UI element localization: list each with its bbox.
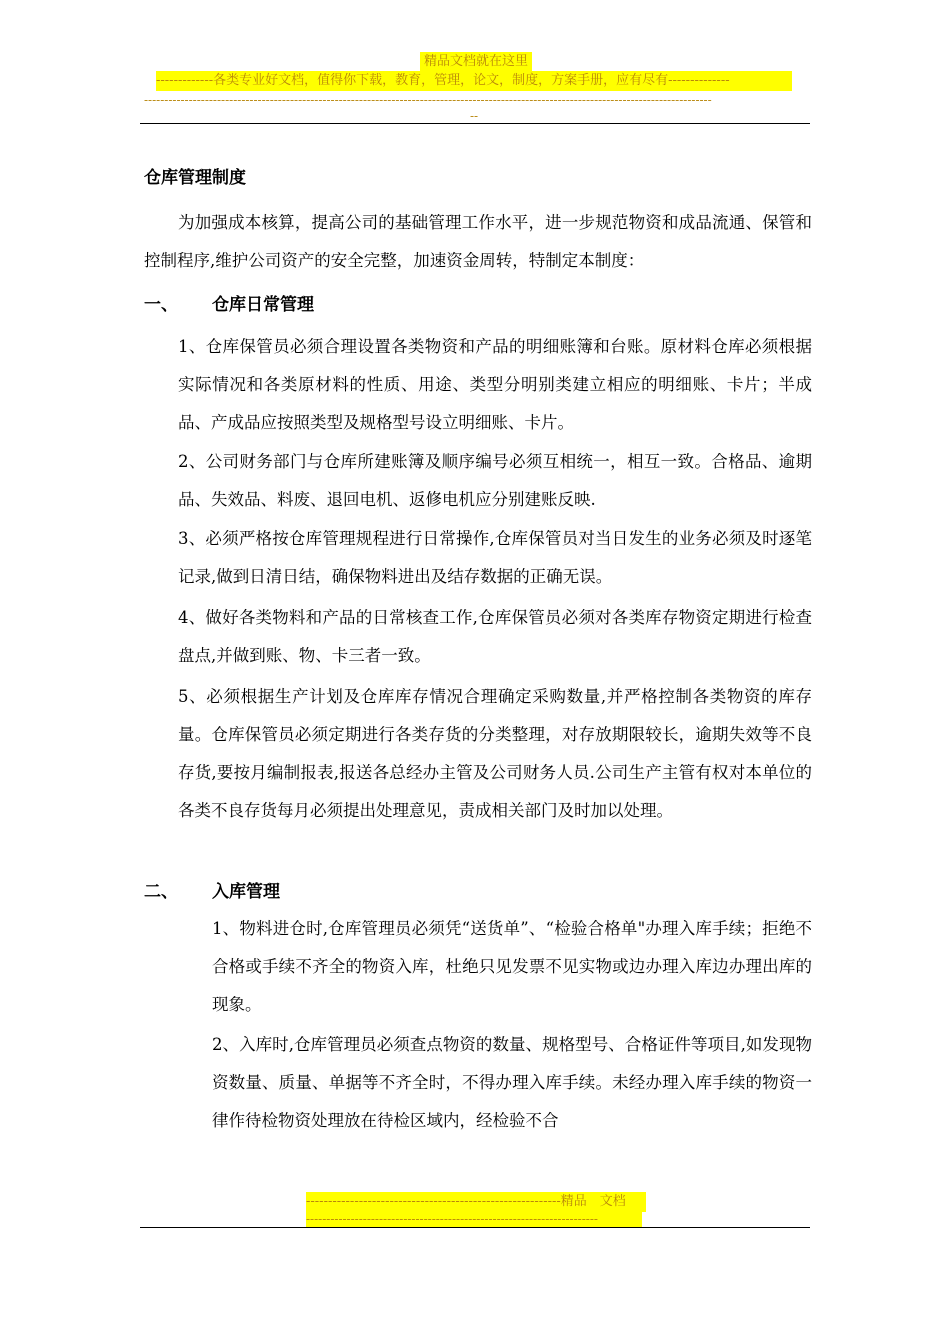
section2-heading xyxy=(144,877,280,902)
header-dash-line: -------------------------------------------------------------------------------------------------------------------------------------------- xyxy=(144,93,712,107)
section1-item-4: 4、做好各类物料和产品的日常核查工作,仓库保管员必须对各类库存物资定期进行检查盘点,并做到账、物、卡三者一致。 xyxy=(178,608,812,665)
section2-item-1: 1、物料进仓时,仓库管理员必须凭“送货单”、“检验合格单"办理入库手续；拒绝不合格或手续不齐全的物资入库，杜绝只见发票不见实物或边办理入库边办理出库的现象。 xyxy=(212,919,812,1014)
header-dash-short: -- xyxy=(470,109,479,123)
section2-number: 二、 xyxy=(144,882,178,902)
section1-item-2: 2、公司财务部门与仓库所建账簿及顺序编号必须互相统一，相互一致。合格品、逾期品、失效品、料废、退回电机、返修电机应分别建账反映. xyxy=(178,452,812,509)
section1-item-1: 1、仓库保管员必须合理设置各类物资和产品的明细账簿和台账。原材料仓库必须根据实际情况和各类原材料的性质、用途、类型分明别类建立相应的明细账、卡片；半成品、产成品应按照类型及规格型号设立明细账、卡片。 xyxy=(178,337,812,432)
footer-rule xyxy=(140,1227,810,1228)
page-title: 仓库管理制度 xyxy=(144,168,246,188)
section1-heading xyxy=(144,290,314,315)
footer-line-1: ----------------------------------------------------------精品 文档 xyxy=(306,1192,646,1212)
section1-number: 一、 xyxy=(144,295,178,315)
header-top-label: 精品文档就在这里 xyxy=(420,52,532,72)
section1-item-5: 5、必须根据生产计划及仓库库存情况合理确定采购数量,并严格控制各类物资的库存量。仓库保管员必须定期进行各类存货的分类整理，对存放期限较长，逾期失效等不良存货,要按月编制报表,报送各总经办主管及公司财务人员.公司生产主管有权对本单位的各类不良存货每月必须提出处理意见，责成相关部门及时加以处理。 xyxy=(178,687,812,820)
footer-line-2: ------------------------------------------------------------------------ xyxy=(306,1211,642,1227)
section2-title: 入库管理 xyxy=(212,882,280,902)
intro-paragraph: 为加强成本核算，提高公司的基础管理工作水平，进一步规范物资和成品流通、保管和控制程序,维护公司资产的安全完整，加速资金周转，特制定本制度： xyxy=(144,213,812,270)
section1-item-3: 3、必须严格按仓库管理规程进行日常操作,仓库保管员对当日发生的业务必须及时逐笔记录,做到日清日结，确保物料进出及结存数据的正确无误。 xyxy=(178,529,812,586)
header-banner: -------------各类专业好文档，值得你下载，教育，管理，论文，制度，方案手册，应有尽有-------------- xyxy=(156,71,792,91)
section1-title: 仓库日常管理 xyxy=(212,295,314,315)
header-rule xyxy=(140,123,810,124)
section2-item-2: 2、入库时,仓库管理员必须查点物资的数量、规格型号、合格证件等项目,如发现物资数量、质量、单据等不齐全时，不得办理入库手续。未经办理入库手续的物资一律作待检物资处理放在待检区域内，经检验不合 xyxy=(212,1035,812,1130)
